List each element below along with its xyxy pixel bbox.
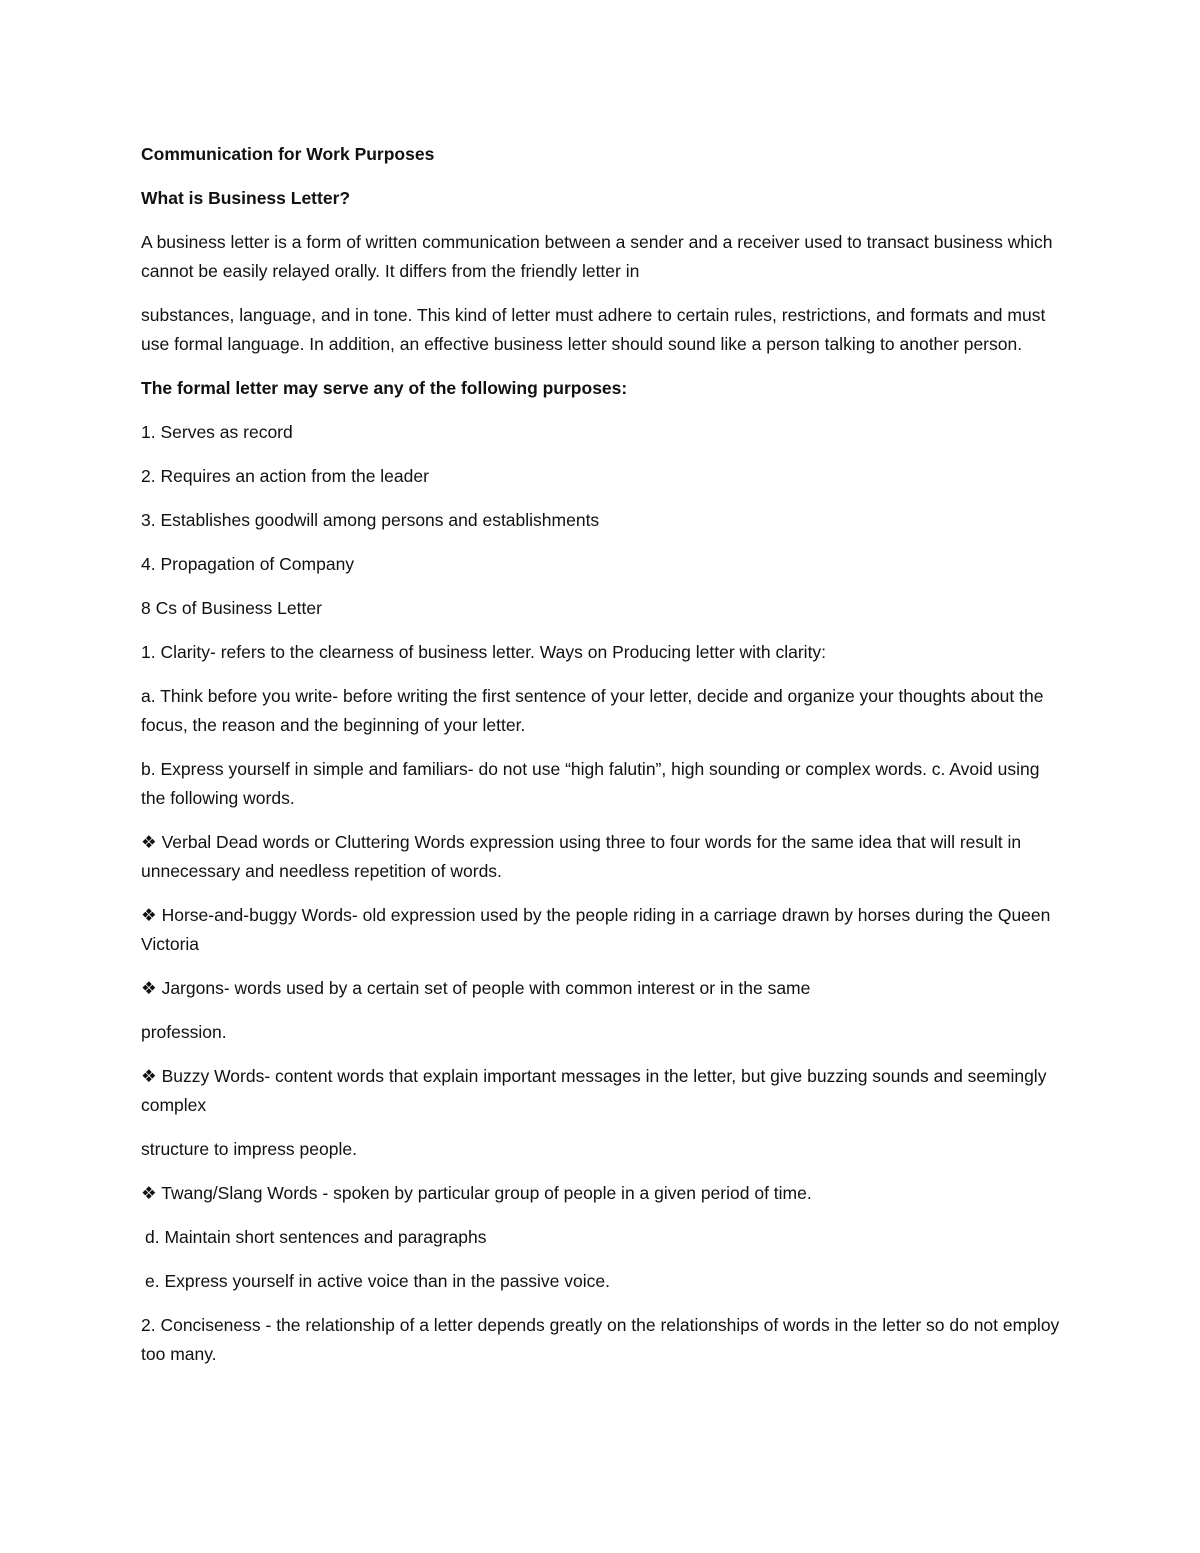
purpose-item-3: 3. Establishes goodwill among persons and establishments xyxy=(141,510,600,530)
purpose-item-4: 4. Propagation of Company xyxy=(141,554,355,574)
diamond-bullet-icon: ❖ xyxy=(141,905,157,925)
diamond-bullet-icon: ❖ xyxy=(141,978,157,998)
conciseness-item: 2. Conciseness - the relationship of a letter depends greatly on the relationships of words in the letter so do not employ too many. xyxy=(141,1315,1060,1364)
document-title: Communication for Work Purposes xyxy=(141,144,435,164)
bullet-text: Twang/Slang Words - spoken by particular group of people in a given period of time. xyxy=(161,1183,812,1203)
bullet-verbal-dead-words xyxy=(141,828,1061,886)
bullet-text: Horse-and-buggy Words- old expression used by the people riding in a carriage drawn by horses during the Queen Victoria xyxy=(141,905,1051,954)
bullet-jargons-continued: profession. xyxy=(141,1022,227,1042)
bullet-twang-slang xyxy=(141,1179,1061,1208)
diamond-bullet-icon: ❖ xyxy=(141,832,157,852)
clarity-sub-e: e. Express yourself in active voice than in the passive voice. xyxy=(145,1271,610,1291)
bullet-horse-and-buggy xyxy=(141,901,1061,959)
intro-paragraph-1: A business letter is a form of written communication between a sender and a receiver used to transact business which cannot be easily relayed orally. It differs from the friendly letter in xyxy=(141,232,1053,281)
clarity-sub-b: b. Express yourself in simple and familiars- do not use “high falutin”, high sounding or complex words. c. Avoid using the following words. xyxy=(141,759,1040,808)
purpose-item-2: 2. Requires an action from the leader xyxy=(141,466,429,486)
clarity-item: 1. Clarity- refers to the clearness of business letter. Ways on Producing letter with clarity: xyxy=(141,642,827,662)
bullet-text: Verbal Dead words or Cluttering Words expression using three to four words for the same idea that will result in unnecessary and needless repetition of words. xyxy=(141,832,1022,881)
purpose-item-1: 1. Serves as record xyxy=(141,422,293,442)
bullet-buzzy-continued: structure to impress people. xyxy=(141,1139,357,1159)
intro-paragraph-2: substances, language, and in tone. This kind of letter must adhere to certain rules, restrictions, and formats and must use formal language. In addition, an effective business letter should sound like a person talking to another person. xyxy=(141,305,1046,354)
clarity-sub-d: d. Maintain short sentences and paragraphs xyxy=(145,1227,487,1247)
purposes-heading: The formal letter may serve any of the following purposes: xyxy=(141,378,628,398)
clarity-sub-a: a. Think before you write- before writing the first sentence of your letter, decide and organize your thoughts about the focus, the reason and the beginning of your letter. xyxy=(141,686,1044,735)
bullet-text: Jargons- words used by a certain set of people with common interest or in the same xyxy=(161,978,811,998)
bullet-jargons xyxy=(141,974,1061,1003)
section-heading-business-letter: What is Business Letter? xyxy=(141,188,351,208)
bullet-text: Buzzy Words- content words that explain important messages in the letter, but give buzzing sounds and seemingly complex xyxy=(141,1066,1047,1115)
diamond-bullet-icon: ❖ xyxy=(141,1066,157,1086)
eight-cs-heading: 8 Cs of Business Letter xyxy=(141,598,322,618)
document-page xyxy=(141,140,1061,1384)
diamond-bullet-icon: ❖ xyxy=(141,1183,157,1203)
bullet-buzzy-words xyxy=(141,1062,1061,1120)
